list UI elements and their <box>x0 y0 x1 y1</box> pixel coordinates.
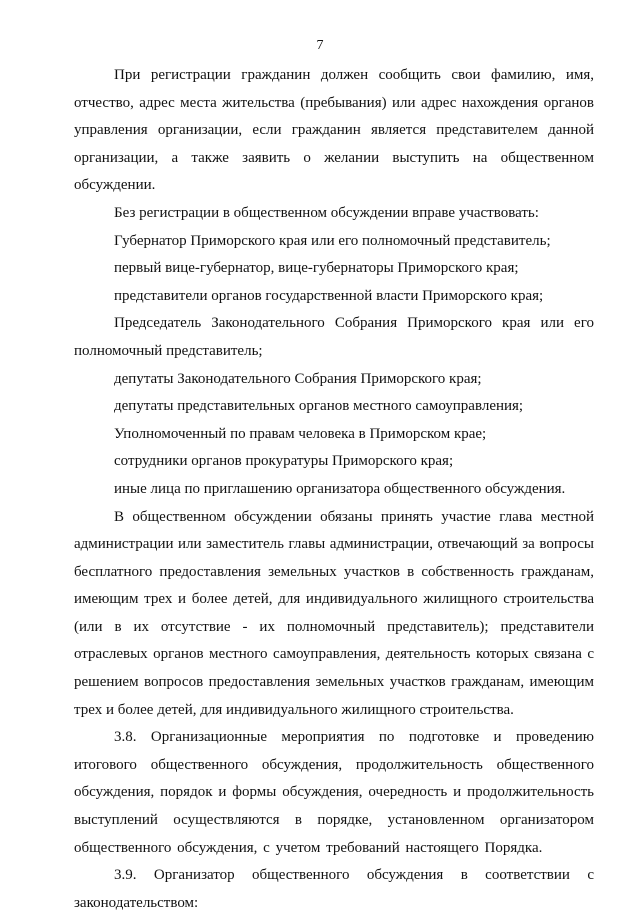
list-item-governor: Губернатор Приморского края или его полномочный представитель; <box>114 232 551 249</box>
paragraph-without-registration: Без регистрации в общественном обсуждении вправе участвовать: <box>114 204 539 221</box>
list-item-prosecutors: сотрудники органов прокуратуры Приморского края; <box>114 453 454 470</box>
list-item-ombudsman: Уполномоченный по правам человека в Приморском крае; <box>114 425 487 442</box>
list-item-assembly-deputies: депутаты Законодательного Собрания Приморского края; <box>114 370 482 387</box>
list-item-local-deputies: депутаты представительных органов местного самоуправления; <box>114 398 524 415</box>
document-body <box>74 62 594 917</box>
paragraph-section-3-9: 3.9. Организатор общественного обсуждения в соответствии с законодательством: <box>74 867 594 911</box>
paragraph-registration-requirements: При регистрации гражданин должен сообщить свои фамилию, имя, отчество, адрес места жительства (пребывания) или адрес нахождения органов управления организации, если гражданин является представителем данной организации, а также заявить о желании выступить на общественном обсуждении. <box>74 67 594 194</box>
list-item-state-authorities: представители органов государственной власти Приморского края; <box>114 287 544 304</box>
paragraph-section-3-8: 3.8. Организационные мероприятия по подготовке и проведению итогового общественного обсуждения, продолжительность общественного обсуждения, порядок и формы обсуждения, очередность и продолжительность выступлений осуществляются в порядке, установленном организатором общественного обсуждения, с учетом требований настоящего Порядка. <box>74 729 594 856</box>
list-item-vice-governors: первый вице-губернатор, вице-губернаторы Приморского края; <box>114 260 519 277</box>
page-number: 7 <box>316 38 324 53</box>
paragraph-mandatory-participants: В общественном обсуждении обязаны принять участие глава местной администрации или заместитель главы администрации, отвечающий за вопросы бесплатного предоставления земельных участков в собственность гражданам, имеющим трех и более детей, для индивидуального жилищного строительства (или в их отсутствие - их полномочный представитель); представители отраслевых органов местного самоуправления, деятельность которых связана с решением вопросов предоставления земельных участков гражданам, имеющим трех и более детей, для индивидуального жилищного строительства. <box>74 508 594 718</box>
list-item-assembly-chairman: Председатель Законодательного Собрания Приморского края или его полномочный представитель; <box>74 315 594 359</box>
list-item-invited-persons: иные лица по приглашению организатора общественного обсуждения. <box>114 480 566 497</box>
